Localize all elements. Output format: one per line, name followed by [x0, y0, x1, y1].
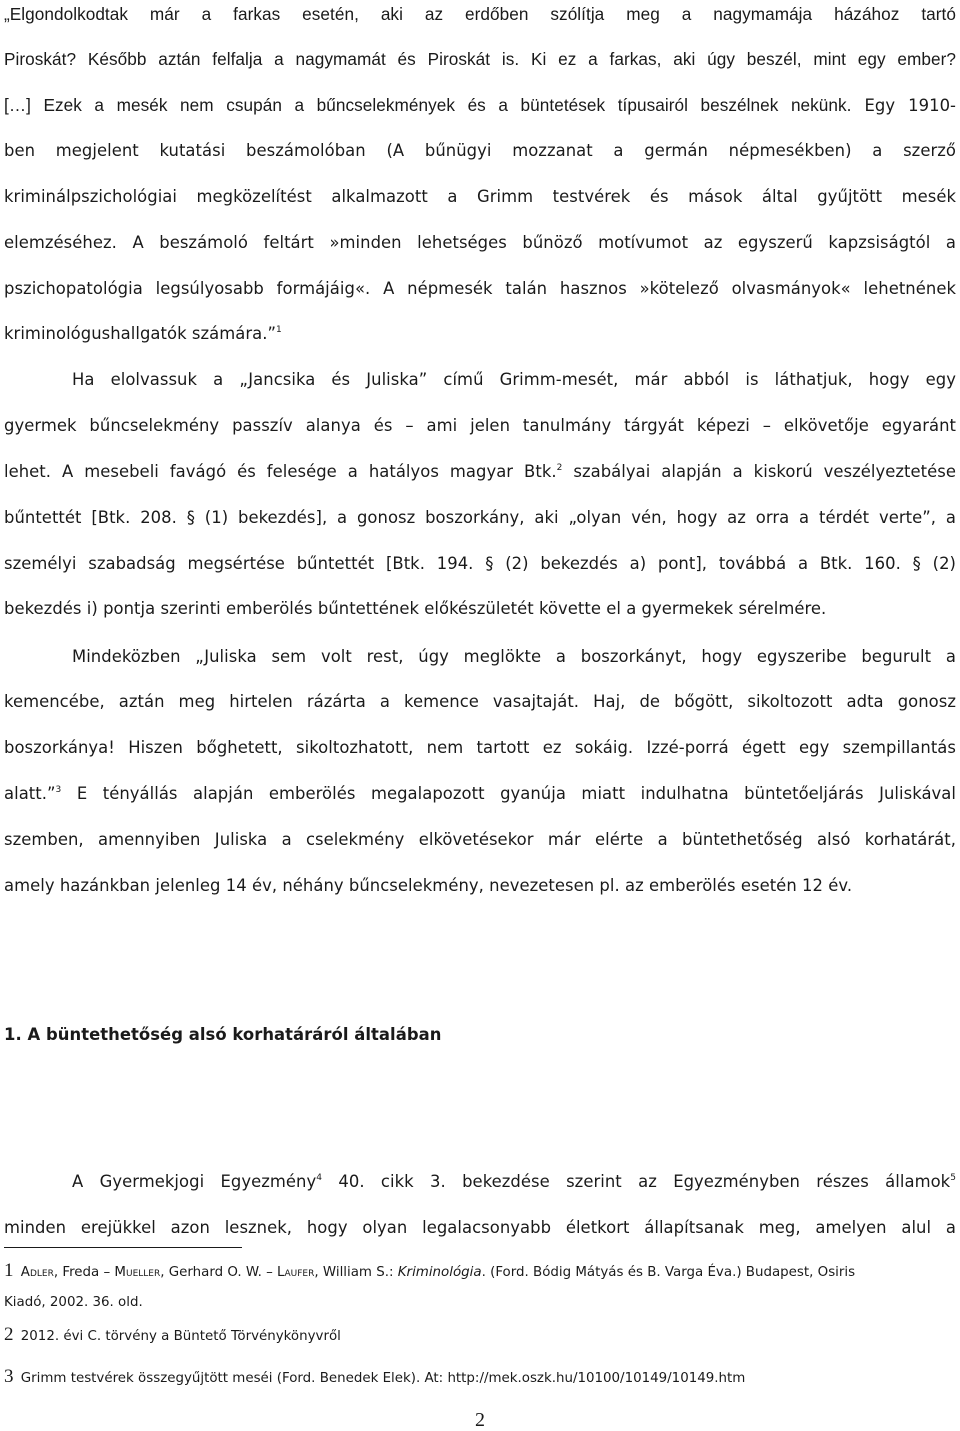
- body-line-20: amely hazánkban jelenleg 14 év, néhány bűncselekmény, nevezetesen pl. az emberölés esetén 12 év.: [4, 876, 853, 895]
- footnote-ref-1: 1: [276, 325, 282, 335]
- footnote-separator: [4, 1247, 242, 1248]
- footnote-ref-5: 5: [950, 1173, 956, 1183]
- footnote-1-author-1: A: [20, 1265, 30, 1280]
- footnote-ref-3: 3: [55, 785, 62, 795]
- footnote-ref-2: 2: [556, 463, 563, 473]
- footnote-2: [4, 1326, 958, 1346]
- footnote-3-number: 3: [4, 1366, 14, 1387]
- footnote-3: [4, 1368, 958, 1388]
- body-line-13: személyi szabadság megsértése bűntettét [Btk. 194. § (2) bekezdés a) pont], továbbá a Btk. 160. § (2): [4, 554, 956, 573]
- body-line-11-tail: szabályai alapján a kiskorú veszélyeztetése: [573, 462, 956, 481]
- body-line-11: [4, 462, 956, 482]
- body-line-8-text: kriminológushallgatók számára.”: [4, 324, 277, 343]
- footnote-1-title: Kriminológia: [397, 1265, 482, 1280]
- footnote-1: [4, 1262, 958, 1282]
- body-line-3-tail: Egy 1910-: [864, 96, 957, 115]
- body-line-17: boszorkánya! Hiszen bőghetett, sikoltozhatott, nem tartott ez sokáig. Izzé-porrá égett egy szempillantás: [4, 738, 956, 757]
- body-line-5: kriminálpszichológiai megközelítést alkalmazott a Grimm testvérek és mások által gyűjtött mesék: [4, 187, 956, 206]
- footnote-2-text: 2012. évi C. törvény a Büntető Törvénykönyvről: [20, 1329, 341, 1344]
- body-line-18: [4, 784, 956, 804]
- body-line-22: minden erejükkel azon lesznek, hogy olyan legalacsonyabb életkort állapítsanak meg, amelyen alul a: [4, 1218, 956, 1237]
- body-line-4: ben megjelent kutatási beszámolóban (A bűnügyi mozzanat a germán népmesékben) a szerző: [4, 141, 956, 160]
- footnote-1-rest: . (Ford. Bódig Mátyás és B. Varga Éva.) Budapest, Osiris: [481, 1265, 856, 1280]
- body-line-12: bűntettét [Btk. 208. § (1) bekezdés], a gonosz boszorkány, aki „olyan vén, hogy az orra a térdét verte”, a: [4, 508, 956, 527]
- footnote-1-author-2: , Freda – M: [53, 1265, 126, 1280]
- body-line-19: szemben, amennyiben Juliska a cselekmény elkövetésekor már elérte a büntethetőség alsó korhatárát,: [4, 830, 956, 849]
- body-line-2: Piroskát? Később aztán felfalja a nagymamát és Piroskát is. Ki ez a farkas, aki úgy beszél, mint egy ember?: [4, 49, 956, 69]
- body-line-1: „Elgondolkodtak már a farkas esetén, aki az erdőben szólítja meg a nagymamája házához tartó: [4, 4, 956, 24]
- body-line-7: pszichopatológia legsúlyosabb formájáig«. A népmesék talán hasznos »kötelező olvasmányok« lehetnének: [4, 279, 956, 298]
- footnote-3-text: Grimm testvérek összegyűjtött meséi (Ford. Benedek Elek). At: http://mek.oszk.hu/10100/10149/10149.htm: [20, 1371, 746, 1386]
- body-line-16: kemencébe, aztán meg hirtelen rázárta a kemence vasajtaját. Haj, de bőgött, sikoltozott adta gonosz: [4, 692, 956, 711]
- footnote-1-author-1-sc: dler: [29, 1265, 54, 1280]
- body-line-10: gyermek bűncselekmény passzív alanya és – ami jelen tanulmány tárgyát képezi – elkövetője egyaránt: [4, 416, 956, 435]
- section-heading: 1. A büntethetőség alsó korhatáráról általában: [4, 1025, 442, 1044]
- body-line-8: [4, 324, 956, 344]
- body-line-21: [72, 1172, 956, 1192]
- body-line-3-text: […] Ezek a mesék nem csupán a bűncselekmények és a büntetések típusairól beszélnek nekünk.: [4, 95, 852, 115]
- footnote-1-author-2-sc: ueller: [126, 1265, 161, 1280]
- footnote-1-line-2: Kiadó, 2002. 36. old.: [4, 1295, 143, 1310]
- body-line-21-tail: 40. cikk 3. bekezdése szerint az Egyezményben részes államok: [338, 1172, 951, 1191]
- body-line-15: Mindeközben „Juliska sem volt rest, úgy meglökte a boszorkányt, hogy egyszeribe begurult a: [72, 647, 956, 666]
- body-line-18-tail: E tényállás alapján emberölés megalapozott gyanúja miatt indulhatna büntetőeljárás Juliskával: [76, 784, 956, 803]
- footnote-2-number: 2: [4, 1324, 14, 1345]
- footnote-1-author-3: , Gerhard O. W. – L: [160, 1265, 285, 1280]
- footnote-1-author-3-sc: aufer: [284, 1265, 315, 1280]
- footnote-1-author-4: , William S.:: [314, 1265, 394, 1280]
- body-line-21-text: A Gyermekjogi Egyezmény: [72, 1172, 317, 1191]
- body-line-9: Ha elolvassuk a „Jancsika és Juliska” című Grimm-mesét, már abból is láthatjuk, hogy egy: [72, 370, 956, 389]
- footnote-1-number: 1: [4, 1260, 14, 1281]
- body-line-11-text: lehet. A mesebeli favágó és felesége a hatályos magyar Btk.: [4, 462, 557, 481]
- body-line-3: [4, 95, 956, 116]
- body-line-6: elemzéséhez. A beszámoló feltárt »minden lehetséges bűnöző motívumot az egyszerű kapzsiságtól a: [4, 233, 956, 252]
- body-line-18-text: alatt.”: [4, 784, 56, 803]
- footnote-ref-4: 4: [316, 1173, 323, 1183]
- page-number: 2: [475, 1409, 485, 1431]
- body-line-14: bekezdés i) pontja szerinti emberölés bűntettének előkészületét követte el a gyermekek sérelmére.: [4, 599, 827, 618]
